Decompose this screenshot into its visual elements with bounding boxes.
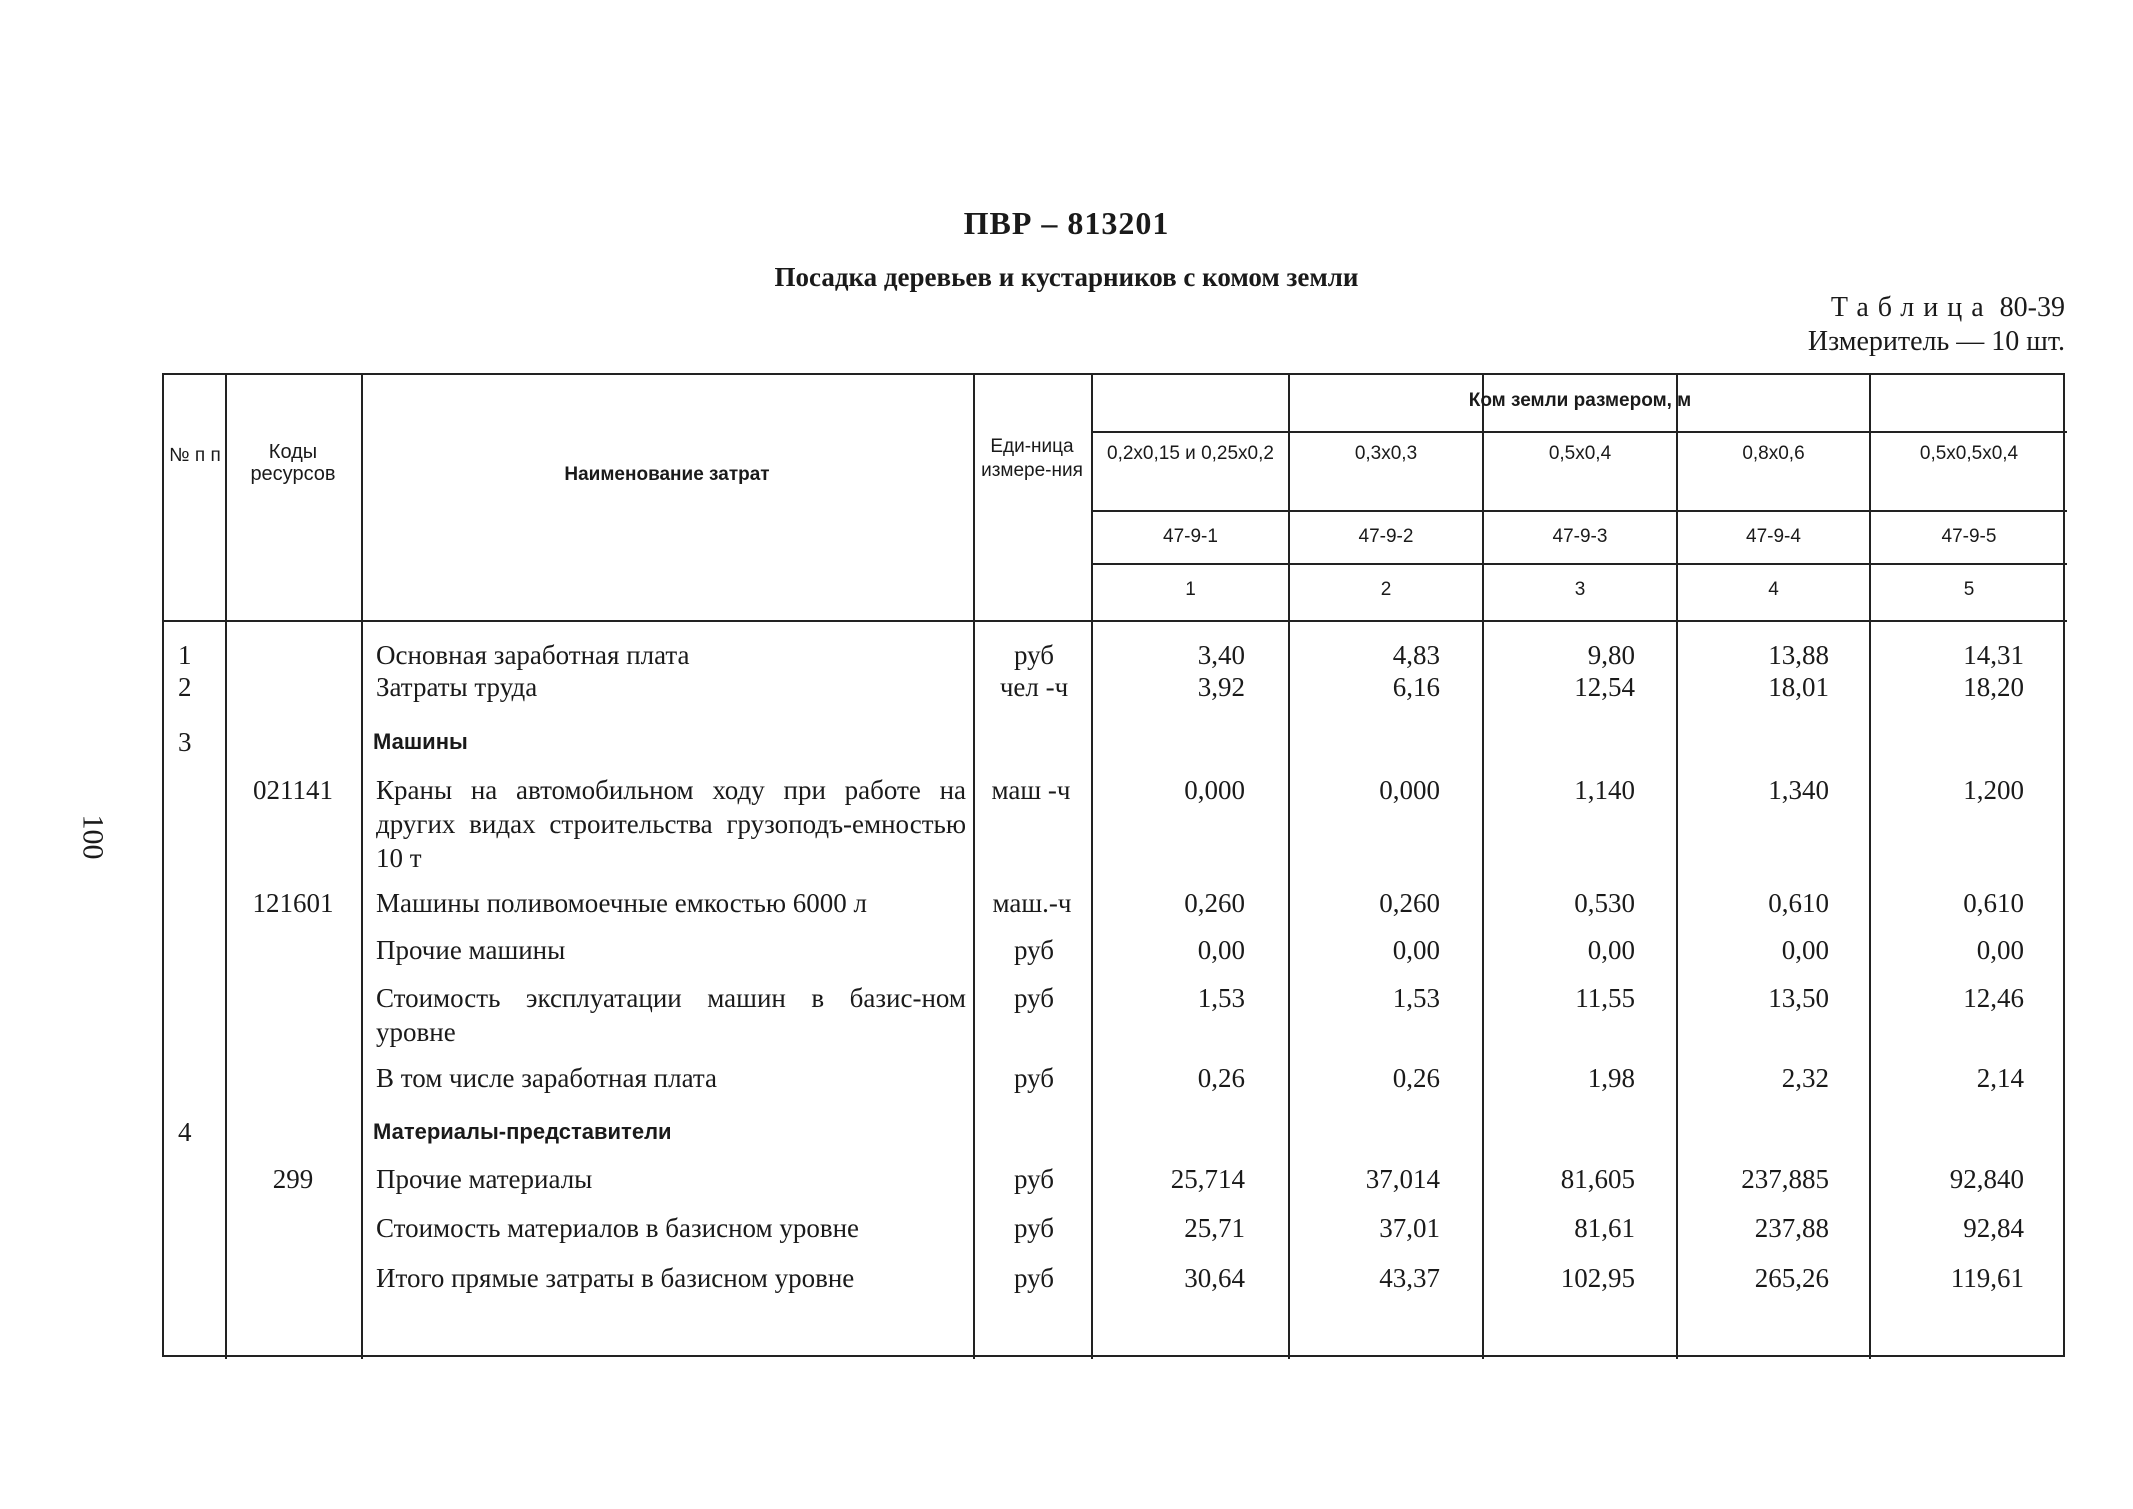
row-1-no: 1 xyxy=(178,640,192,670)
row-3-no: 3 xyxy=(178,727,192,757)
document-subtitle: Посадка деревьев и кустарников с комом земли xyxy=(774,262,1359,292)
row-4-val-1: 0,000 xyxy=(1184,775,1245,805)
row-2-val-3: 12,54 xyxy=(1574,672,1635,702)
row-11-val-5: 92,84 xyxy=(1963,1213,2024,1243)
header-codes: Коды ресурсов xyxy=(250,441,336,485)
row-8-val-1: 0,26 xyxy=(1197,1063,1245,1093)
row-10-name: Прочие материалы xyxy=(376,1164,593,1194)
row-2-val-1: 3,92 xyxy=(1197,672,1245,702)
header-size-5: 0,5x0,5x0,4 xyxy=(1919,443,2019,464)
row-8-val-4: 2,32 xyxy=(1781,1063,1829,1093)
header-group: Ком земли размером, м xyxy=(1468,390,1692,411)
row-6-val-4: 0,00 xyxy=(1781,935,1829,965)
row-8-name: В том числе заработная плата xyxy=(376,1063,717,1093)
header-index-1: 1 xyxy=(1185,579,1196,600)
header-index-2: 2 xyxy=(1380,579,1392,600)
header-size-4: 0,8x0,6 xyxy=(1742,443,1805,464)
row-6-unit: руб xyxy=(1013,935,1055,965)
row-2-name: Затраты труда xyxy=(376,672,538,702)
row-2-unit: чел -ч xyxy=(999,672,1069,702)
row-7-val-1: 1,53 xyxy=(1197,983,1245,1013)
table-number: 80-39 xyxy=(1999,292,2065,323)
row-4-val-3: 1,140 xyxy=(1574,775,1635,805)
row-11-val-4: 237,88 xyxy=(1754,1213,1829,1243)
row-5-val-3: 0,530 xyxy=(1574,888,1635,918)
row-12-val-4: 265,26 xyxy=(1754,1263,1829,1293)
row-12-val-1: 30,64 xyxy=(1184,1263,1245,1293)
header-index-4: 4 xyxy=(1768,579,1779,600)
row-5-val-5: 0,610 xyxy=(1963,888,2024,918)
row-10-val-5: 92,840 xyxy=(1949,1164,2024,1194)
row-6-val-3: 0,00 xyxy=(1587,935,1635,965)
row-12-val-5: 119,61 xyxy=(1950,1263,2024,1293)
row-7-name: Стоимость эксплуатации машин в базис-ном уровне xyxy=(376,983,966,1047)
page-number: 100 xyxy=(76,814,110,860)
header-code-5: 47-9-5 xyxy=(1941,526,1997,547)
row-2-val-5: 18,20 xyxy=(1963,672,2024,702)
row-4-unit: маш -ч xyxy=(991,775,1071,805)
row-7-val-5: 12,46 xyxy=(1963,983,2024,1013)
header-code-2: 47-9-2 xyxy=(1358,526,1414,547)
row-8-val-5: 2,14 xyxy=(1976,1063,2024,1093)
document-title: ПВР – 813201 xyxy=(963,205,1170,241)
cost-table xyxy=(162,373,2065,1357)
unit-label: Измеритель — 10 шт. xyxy=(1807,326,2065,357)
row-7-val-2: 1,53 xyxy=(1392,983,1440,1013)
row-1-val-1: 3,40 xyxy=(1197,640,1245,670)
header-code-1: 47-9-1 xyxy=(1163,526,1218,547)
row-7-val-3: 11,55 xyxy=(1575,983,1635,1013)
row-5-unit: маш.-ч xyxy=(992,888,1072,918)
row-1-val-3: 9,80 xyxy=(1587,640,1635,670)
row-10-val-2: 37,014 xyxy=(1365,1164,1440,1194)
row-9-no: 4 xyxy=(178,1117,192,1147)
row-12-unit: руб xyxy=(1013,1263,1055,1293)
row-11-name: Стоимость материалов в базисном уровне xyxy=(376,1213,860,1243)
row-1-val-2: 4,83 xyxy=(1392,640,1440,670)
row-6-val-1: 0,00 xyxy=(1197,935,1245,965)
row-12-name: Итого прямые затраты в базисном уровне xyxy=(376,1263,855,1293)
row-4-val-2: 0,000 xyxy=(1379,775,1440,805)
row-5-val-4: 0,610 xyxy=(1768,888,1829,918)
row-2-no: 2 xyxy=(178,672,192,702)
row-1-unit: руб xyxy=(1013,640,1055,670)
row-7-val-4: 13,50 xyxy=(1768,983,1829,1013)
section-machines: Машины xyxy=(373,729,468,754)
header-code-4: 47-9-4 xyxy=(1746,526,1801,547)
row-4-val-4: 1,340 xyxy=(1768,775,1829,805)
row-6-val-5: 0,00 xyxy=(1976,935,2024,965)
header-name: Наименование затрат xyxy=(564,464,770,485)
row-5-code: 121601 xyxy=(252,888,334,918)
row-8-val-3: 1,98 xyxy=(1587,1063,1635,1093)
header-unit: Еди-ница измере-ния xyxy=(981,436,1083,481)
header-code-3: 47-9-3 xyxy=(1552,526,1608,547)
section-materials: Материалы-представители xyxy=(373,1119,672,1144)
row-8-val-2: 0,26 xyxy=(1392,1063,1440,1093)
header-index-3: 3 xyxy=(1574,579,1586,600)
row-10-unit: руб xyxy=(1013,1164,1055,1194)
row-4-val-5: 1,200 xyxy=(1963,775,2024,805)
row-7-unit: руб xyxy=(1013,983,1055,1013)
header-index-5: 5 xyxy=(1963,579,1975,600)
header-size-3: 0,5x0,4 xyxy=(1548,443,1612,464)
row-12-val-2: 43,37 xyxy=(1379,1263,1440,1293)
row-12-val-3: 102,95 xyxy=(1560,1263,1635,1293)
header-size-1: 0,2x0,15 и 0,25x0,2 xyxy=(1107,443,1274,464)
row-11-val-1: 25,71 xyxy=(1184,1213,1245,1243)
row-6-val-2: 0,00 xyxy=(1392,935,1440,965)
table-label xyxy=(1831,292,2065,324)
row-1-name: Основная заработная плата xyxy=(376,640,690,670)
row-1-val-4: 13,88 xyxy=(1768,640,1829,670)
row-2-val-4: 18,01 xyxy=(1768,672,1829,702)
row-1-val-5: 14,31 xyxy=(1963,640,2024,670)
row-6-name: Прочие машины xyxy=(376,935,566,965)
row-5-val-1: 0,260 xyxy=(1184,888,1245,918)
row-4-name: Краны на автомобильном ходу при работе на других видах строительства грузоподъ-емностью 10 т xyxy=(376,775,966,873)
row-2-val-2: 6,16 xyxy=(1392,672,1440,702)
row-10-val-3: 81,605 xyxy=(1560,1164,1635,1194)
table-word: Таблица xyxy=(1830,292,1993,323)
row-11-val-3: 81,61 xyxy=(1574,1213,1635,1243)
row-10-code: 299 xyxy=(272,1164,314,1194)
row-11-val-2: 37,01 xyxy=(1379,1213,1440,1243)
header-no: № п п xyxy=(169,445,221,466)
row-11-unit: руб xyxy=(1013,1213,1055,1243)
row-8-unit: руб xyxy=(1013,1063,1055,1093)
row-5-val-2: 0,260 xyxy=(1379,888,1440,918)
row-10-val-1: 25,714 xyxy=(1170,1164,1245,1194)
header-size-2: 0,3x0,3 xyxy=(1354,443,1418,464)
row-4-code: 021141 xyxy=(253,775,333,805)
row-10-val-4: 237,885 xyxy=(1741,1164,1829,1194)
row-5-name: Машины поливомоечные емкостью 6000 л xyxy=(376,888,867,918)
